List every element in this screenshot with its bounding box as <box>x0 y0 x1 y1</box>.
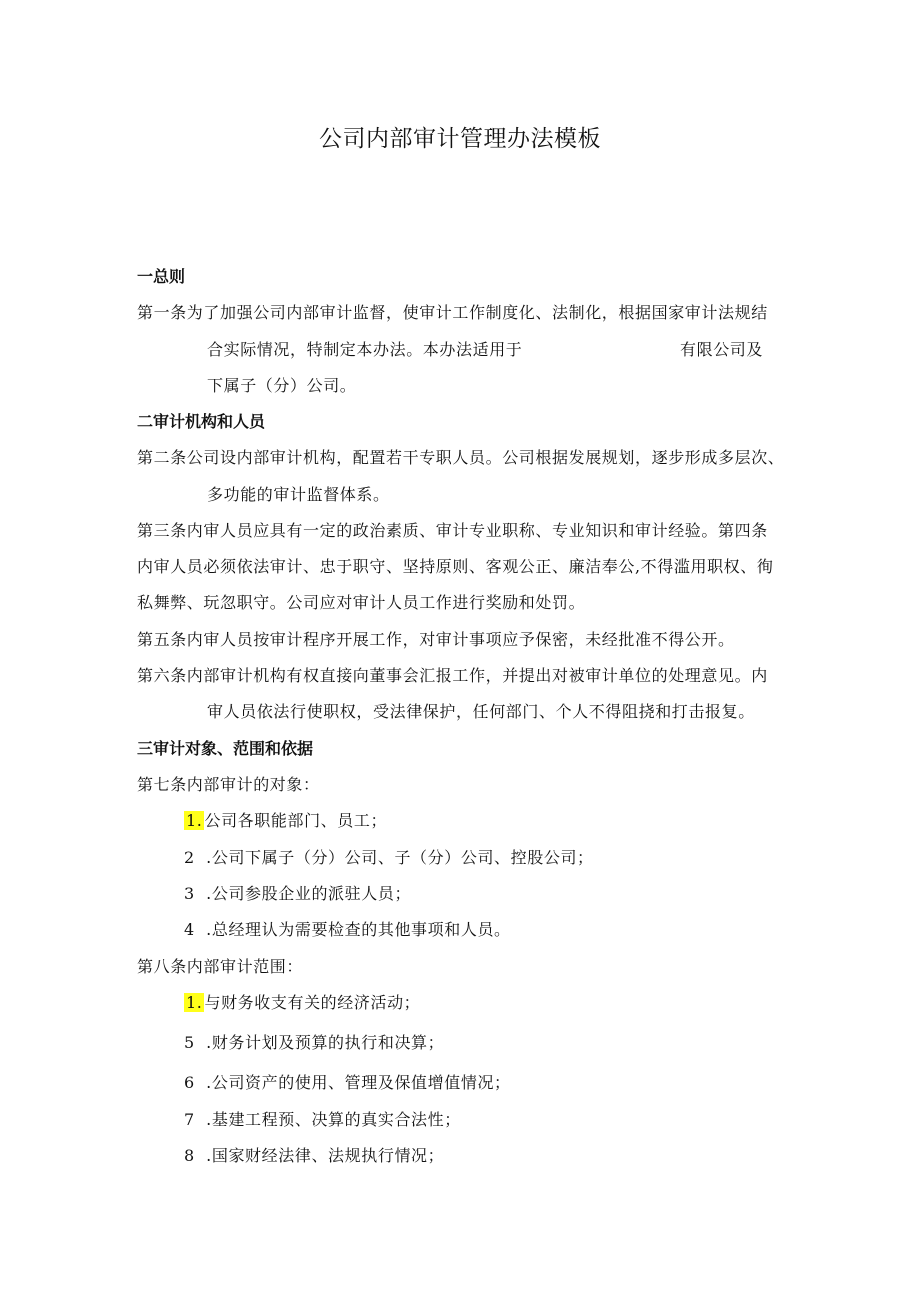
list-item-number: 5 <box>184 1033 195 1052</box>
list-item-number: 6 <box>184 1073 195 1092</box>
article-2-line-1: 第二条公司设内部审计机构，配置若干专职人员。公司根据发展规划，逐步形成多层次、 <box>137 448 785 467</box>
article-5-line-1: 第五条内审人员按审计程序开展工作，对审计事项应予保密，未经批准不得公开。 <box>137 630 735 649</box>
list-item-text: 公司各职能部门、员工； <box>204 811 388 830</box>
document-title: 公司内部审计管理办法模板 <box>319 126 601 152</box>
list-item-number: 8 <box>184 1146 195 1165</box>
section-heading-organization: 二审计机构和人员 <box>137 412 266 431</box>
section-heading-general: 一总则 <box>137 267 186 286</box>
article-3-line-2: 内审人员必须依法审计、忠于职守、坚持原则、客观公正、廉洁奉公,不得滥用职权、徇 <box>137 557 774 576</box>
list-item <box>184 1070 511 1093</box>
list-item <box>184 845 594 868</box>
list-item-number: 2 <box>184 848 195 867</box>
article-1-line-2a: 合实际情况，特制定本办法。本办法适用于 <box>207 340 523 359</box>
list-item <box>184 881 411 904</box>
list-item-text: 与财务收支有关的经济活动； <box>204 993 421 1012</box>
list-item-number: 7 <box>184 1110 195 1129</box>
section-heading-scope: 三审计对象、范围和依据 <box>137 739 314 758</box>
list-item <box>184 1143 444 1166</box>
article-7-line-1: 第七条内部审计的对象： <box>137 775 320 794</box>
article-8-line-1: 第八条内部审计范围： <box>137 957 304 976</box>
list-item <box>184 990 420 1013</box>
list-item-text: .公司资产的使用、管理及保值增值情况； <box>206 1073 511 1092</box>
article-1-line-1: 第一条为了加强公司内部审计监督，使审计工作制度化、法制化，根据国家审计法规结 <box>137 303 768 322</box>
list-item-text: .总经理认为需要检查的其他事项和人员。 <box>206 920 511 939</box>
list-item-text: .公司参股企业的派驻人员； <box>206 884 412 903</box>
article-6-line-1: 第六条内部审计机构有权直接向董事会汇报工作，并提出对被审计单位的处理意见。内 <box>137 666 768 685</box>
list-item-text: .公司下属子（分）公司、子（分）公司、控股公司； <box>206 848 594 867</box>
list-item-number: 4 <box>184 920 195 939</box>
article-3-line-3: 私舞弊、玩忽职守。公司应对审计人员工作进行奖励和处罚。 <box>137 593 586 612</box>
list-item-number: 3 <box>184 884 195 903</box>
highlighted-number: 1. <box>186 811 203 830</box>
list-item <box>184 917 511 940</box>
article-2-line-2: 多功能的审计监督体系。 <box>207 485 390 504</box>
list-item <box>184 1030 444 1053</box>
highlighted-number: 1. <box>186 993 203 1012</box>
list-item-text: .财务计划及预算的执行和决算； <box>206 1033 445 1052</box>
list-item <box>184 808 387 831</box>
list-item <box>184 1107 461 1130</box>
article-3-line-1: 第三条内审人员应具有一定的政治素质、审计专业职称、专业知识和审计经验。第四条 <box>137 521 768 540</box>
article-1-line-3: 下属子（分）公司。 <box>207 376 357 395</box>
list-item-text: .基建工程预、决算的真实合法性； <box>206 1110 461 1129</box>
article-6-line-2: 审人员依法行使职权，受法律保护，任何部门、个人不得阻挠和打击报复。 <box>207 702 755 721</box>
article-1-line-2b: 有限公司及 <box>680 340 764 359</box>
list-item-text: .国家财经法律、法规执行情况； <box>206 1146 445 1165</box>
